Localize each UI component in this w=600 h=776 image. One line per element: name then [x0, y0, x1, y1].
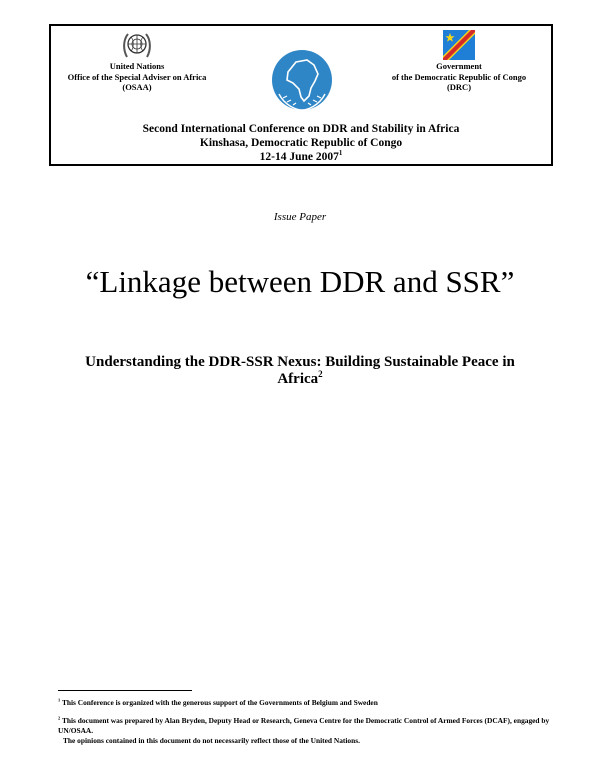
conference-location: Kinshasa, Democratic Republic of Congo — [199, 137, 403, 149]
drc-government-block — [373, 30, 545, 93]
drc-flag-icon — [443, 30, 475, 60]
africa-conference-logo-icon — [269, 48, 335, 114]
conference-name: Second International Conference on DDR and Stability in Africa — [142, 123, 460, 135]
footnote-2-disclaimer: The opinions contained in this document do not necessarily reflect those of the United Nations. — [63, 736, 360, 745]
footnote-2 — [58, 716, 558, 746]
left-org-line1: United Nations — [109, 61, 165, 71]
left-org-line3: (OSAA) — [122, 82, 152, 92]
un-osaa-block — [57, 30, 217, 93]
subtitle-line1: Understanding the DDR-SSR Nexus: Building Sustainable Peace in — [85, 354, 515, 370]
footnote-1-number: 1 — [58, 697, 61, 703]
conference-info — [51, 122, 551, 164]
footnote-1-text: This Conference is organized with the generous support of the Governments of Belgium and Sweden — [61, 698, 378, 707]
subtitle-line2: Africa — [277, 371, 319, 387]
footnote-2-text: This document was prepared by Alan Bryden, Deputy Head or Research, Geneva Centre for the Democratic Control of Armed Forces (DCAF), engaged by UN/OSAA. — [58, 716, 550, 735]
document-subtitle — [50, 354, 550, 388]
issue-paper-label: Issue Paper — [273, 211, 327, 223]
document-title: “Linkage between DDR and SSR” — [85, 264, 515, 299]
conference-dates-line — [51, 150, 551, 164]
un-emblem-icon — [122, 30, 152, 60]
footnote-divider — [58, 690, 192, 691]
conference-dates: 12-14 June 2007 — [259, 151, 339, 163]
footnote-2-main — [58, 716, 558, 736]
right-org-line2: of the Democratic Republic of Congo — [391, 71, 527, 82]
footnote-1 — [58, 698, 558, 708]
right-org-line3: (DRC) — [446, 82, 472, 92]
subtitle-line2-wrap — [50, 371, 550, 388]
footnote-2-number: 2 — [58, 715, 61, 721]
right-org-line1: Government — [436, 61, 482, 71]
footnote-ref-1: 1 — [338, 150, 343, 158]
conference-header — [49, 24, 553, 166]
footnote-ref-2: 2 — [318, 369, 323, 379]
left-org-line2: Office of the Special Adviser on Africa — [67, 71, 207, 82]
